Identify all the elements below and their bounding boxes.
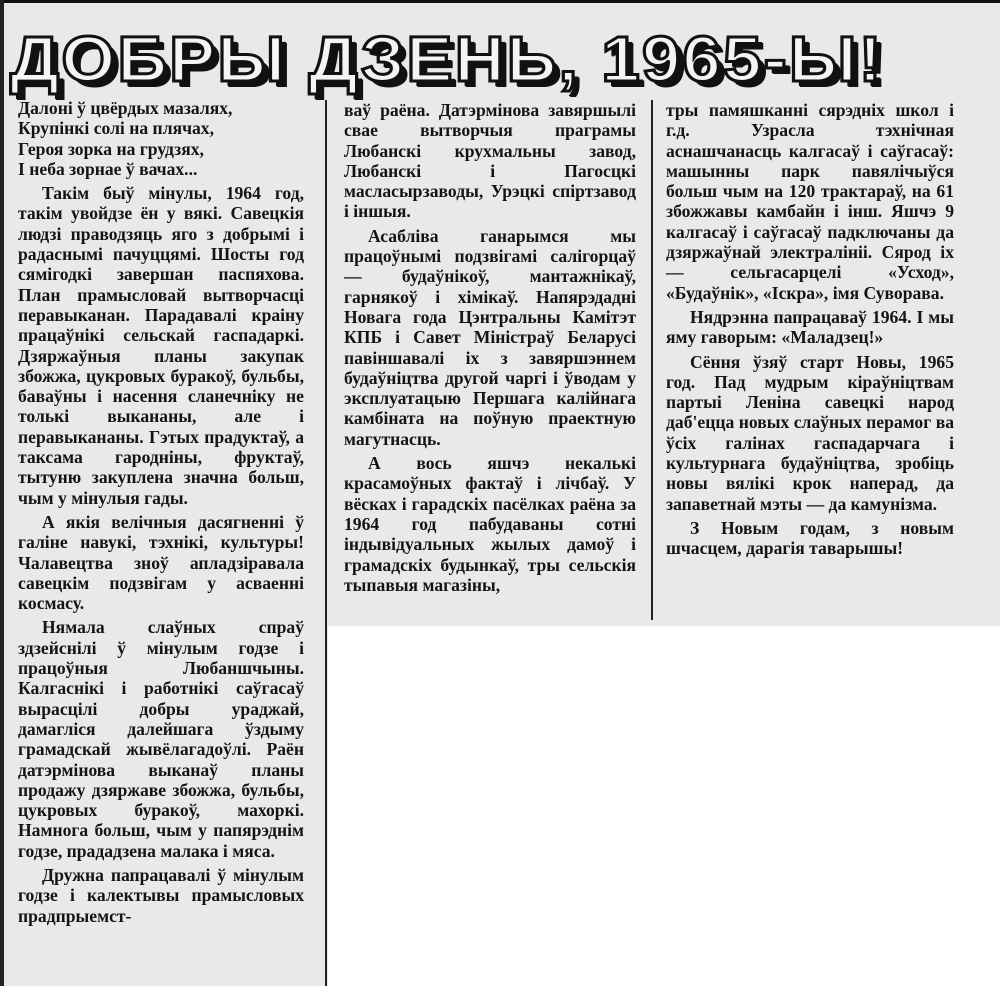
headline: ДОБРЫ ДЗЕНЬ, 1965-Ы! — [10, 23, 884, 95]
paragraph: ваў раёна. Датэрмінова завяршылі свае вытворчыя праграмы Любанскі крухмальны завод, Любанскі і Пагосцкі масласырзаводы, Урэцкі спіртзавод і іншыя. — [344, 100, 636, 222]
column-divider — [325, 100, 327, 986]
verse-line: Героя зорка на грудзях, — [18, 138, 204, 159]
verse-line: Крупінкі солі на плячах, — [18, 118, 214, 139]
column-2 — [344, 100, 636, 595]
paragraph: Нямала слаўных спраў здзейснілі ў мінулым годзе і працоўныя Любаншчыны. Калгаснікі і работнікі саўгасаў вырасцілі добры ураджай, дамагліся далейшага ўздыму грамадскай жывёлагадоўлі. Раён датэрмінова выканаў планы продажу дзяржаве збожжа, бульбы, цукровых буракоў, махоркі. Намнога больш, чым у папярэднім годзе, прададзена малака і мяса. — [18, 617, 304, 861]
column-divider — [651, 100, 653, 620]
paragraph: А вось яшчэ некалькі красамоўных фактаў і лічбаў. У вёсках і гарадскіх пасёлках раёна за 1964 год пабудаваны сотні індывідуальных жылых дамоў і грамадскіх будынкаў, тры сельскія тыпавыя магазіны, — [344, 453, 636, 595]
column-3 — [666, 100, 954, 559]
paragraph: Нядрэнна папрацаваў 1964. І мы яму гаворым: «Маладзец!» — [666, 306, 954, 348]
paragraph: тры памяшканні сярэдніх школ і г.д. Узрасла тэхнічная аснашчанасць калгасаў і саўгасаў: машынны парк павялічыўся больш чым на 120 трактараў, на 61 збожжавы камбайн і інш. Яшчэ 9 калгасаў і саўгасаў падключаны да дзяржаўнай электралініі. Сярод іх — сельгасарцелі «Усход», «Будаўнік», «Іскра», імя Суворава. — [666, 100, 954, 303]
verse-line: І неба зорнае ў вачах... — [18, 158, 198, 179]
column-1 — [18, 98, 304, 926]
top-rule — [0, 0, 1000, 3]
paragraph: А якія велічныя дасягненні ў галіне навукі, тэхнікі, культуры! Чалавецтва зноў апладзіравала савецкім подзвігам у асваенні космасу. — [18, 511, 304, 614]
verse-line: Далоні ў цвёрдых мазалях, — [18, 98, 233, 118]
paragraph: Такім быў мінулы, 1964 год, такім увойдзе ён у вякі. Савецкія людзі праводзяць яго з добрымі і радаснымі пачуццямі. Шосты год сямігодкі завершан паспяхова. План прамысловай вытворчасці перавыканан. Парадавалі краіну працаўнікі сельскай гаспадаркі. Дзяржаўныя планы закупак збожжа, цукровых буракоў, бульбы, баваўны і насення сланечніку не толькі выкананы, але і перавыкананы. Гэтых прадуктаў, а таксама гароднiны, фруктаў, тытуню закуплена значна больш, чым у мінулыя гады. — [18, 183, 304, 508]
paragraph: Асабліва ганарымся мы працоўнымі подзвігамі салігорцаў — будаўнікоў, мантажнікаў, гарнякоў і хімікаў. Напярэдадні Новага года Цэнтральны Камітэт КПБ і Савет Міністраў Беларусі павіншавалі іх з завяршэннем будаўніцтва другой чаргі і ўводам у эксплуатацыю Першага калійнага камбіната на поўную праектную магутнасць. — [344, 225, 636, 449]
paragraph: Дружна папрацавалі ў мінулым годзе і калектывы прамысловых прадпрыемст- — [18, 864, 304, 926]
paragraph: Сёння ўзяў старт Новы, 1965 год. Пад мудрым кіраўніцтвам партыі Леніна савецкі народ даб'ецца новых слаўных перамог ва ўсіх галінах гаспадарчага і культурнага будаўніцтва, зробіць новы вялікі крок наперад, да запаветнай мэты — да камунізма. — [666, 351, 954, 514]
epigraph-verse — [18, 98, 304, 179]
closing-greeting: З Новым годам, з новым шчасцем, дарагія таварышы! — [666, 517, 954, 559]
left-edge-rule — [0, 0, 4, 986]
